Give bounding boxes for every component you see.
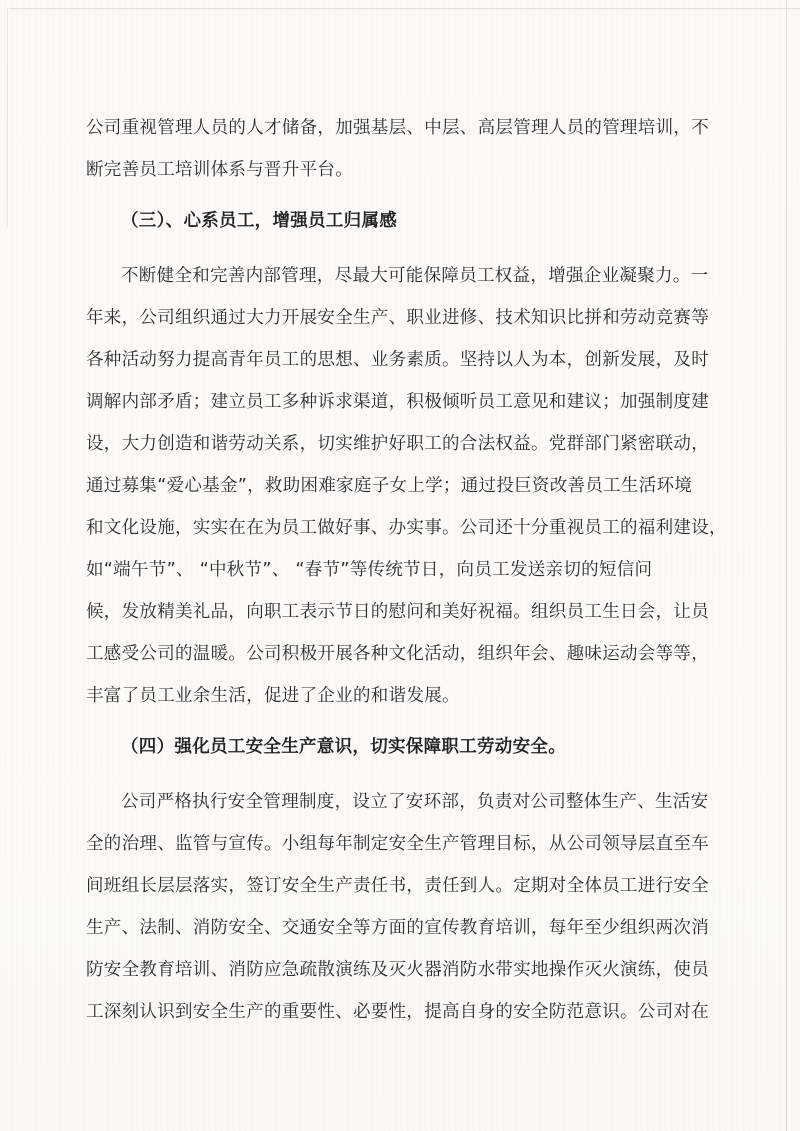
text-line: 通过募集“爱心基金”，救助困难家庭子女上学；通过投巨资改善员工生活环境 <box>86 476 693 496</box>
paragraph <box>86 255 727 717</box>
text-line: 公司重视管理人员的人才储备，加强基层、中层、高层管理人员的管理培训，不 <box>86 118 709 138</box>
paragraph <box>86 781 720 1033</box>
page-scan-edge-left <box>7 8 8 228</box>
text-line: 断完善员工培训体系与晋升平台。 <box>86 160 353 180</box>
page-scan-edge-top <box>9 8 800 9</box>
section-heading <box>86 726 720 768</box>
text-line: 年来，公司组织通过大力开展安全生产、职业进修、技术知识比拼和劳动竞赛等 <box>86 308 709 328</box>
text-line: 设，大力创造和谐劳动关系，切实维护好职工的合法权益。党群部门紧密联动， <box>86 434 709 454</box>
paragraph <box>86 107 720 191</box>
text-line: 不断健全和完善内部管理，尽最大可能保障员工权益，增强企业凝聚力。一 <box>121 266 709 286</box>
heading-line: （三）、心系员工，增强员工归属感 <box>121 211 398 231</box>
text-line: 丰富了员工业余生活，促进了企业的和谐发展。 <box>86 686 460 706</box>
text-line: 生产、法制、消防安全、交通安全等方面的宣传教育培训，每年至少组织两次消 <box>86 918 709 938</box>
page-content <box>86 107 727 1033</box>
section-heading <box>86 200 720 242</box>
text-line: 调解内部矛盾；建立员工多种诉求渠道，积极倾听员工意见和建议；加强制度建 <box>86 392 709 412</box>
text-line: 全的治理、监管与宣传。小组每年制定安全生产管理目标，从公司领导层直至车 <box>86 834 709 854</box>
text-line: 间班组长层层落实，签订安全生产责任书，责任到人。定期对全体员工进行安全 <box>86 876 709 896</box>
text-line: 候，发放精美礼品，向职工表示节日的慰问和美好祝福。组织员工生日会，让员 <box>86 602 709 622</box>
text-line: 公司严格执行安全管理制度，设立了安环部，负责对公司整体生产、生活安 <box>121 792 709 812</box>
text-line: 各种活动努力提高青年员工的思想、业务素质。坚持以人为本，创新发展，及时 <box>86 350 709 370</box>
text-line: 和文化设施，实实在在为员工做好事、办实事。公司还十分重视员工的福利建设， <box>86 518 727 538</box>
text-line: 工感受公司的温暖。公司积极开展各种文化活动，组织年会、趣味运动会等等， <box>86 644 709 664</box>
page-scan-edge-right <box>786 0 787 1131</box>
text-line: 工深刻认识到安全生产的重要性、必要性，提高自身的安全防范意识。公司对在 <box>86 1002 709 1022</box>
heading-line: （四）强化员工安全生产意识，切实保障职工劳动安全。 <box>121 737 566 757</box>
text-line: 防安全教育培训、消防应急疏散演练及灭火器消防水带实地操作灭火演练，使员 <box>86 960 709 980</box>
text-line: 如“端午节”、 “中秋节”、 “春节”等传统节日，向员工发送亲切的短信问 <box>86 560 653 580</box>
